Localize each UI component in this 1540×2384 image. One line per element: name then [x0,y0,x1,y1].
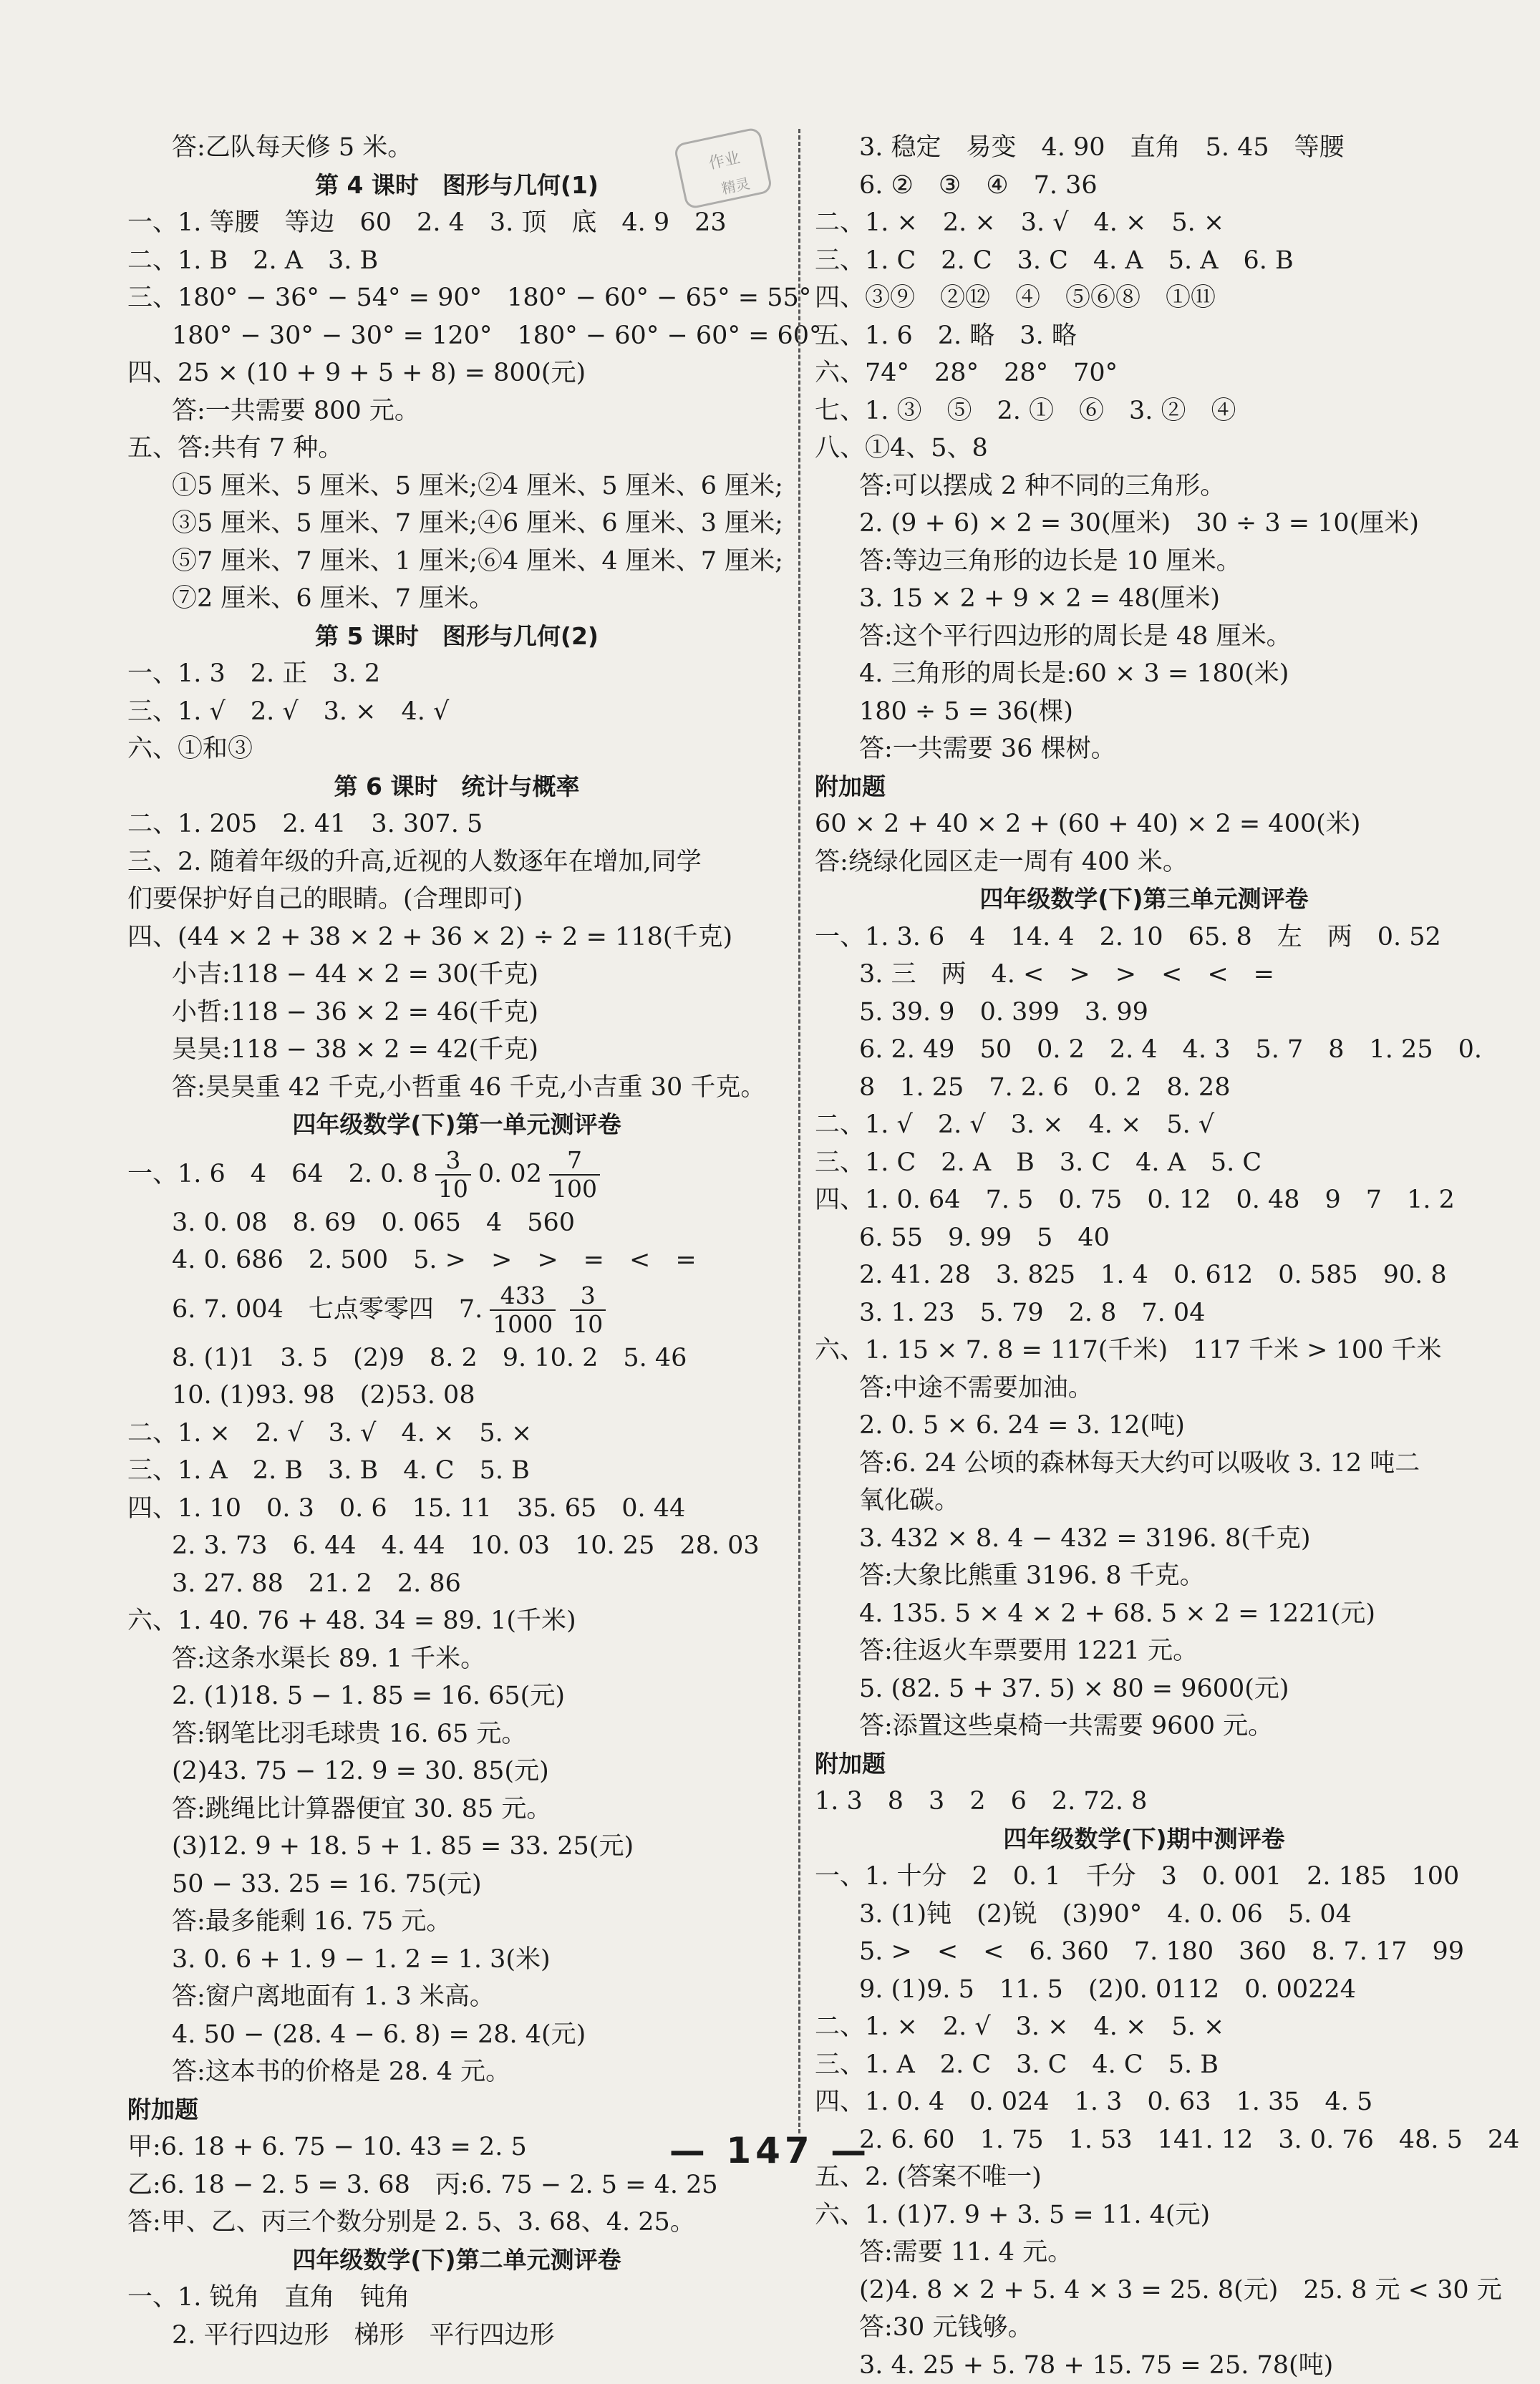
answer-line: 二、1. 205 2. 41 3. 307. 5 [127,805,786,843]
answer-line: 二、1. × 2. × 3. √ 4. × 5. × [815,204,1473,242]
answer-line: 六、74° 28° 28° 70° [815,354,1473,392]
answer-line: 答:需要 11. 4 元。 [815,2234,1473,2272]
answer-line: 六、1. 15 × 7. 8 = 117(千米) 117 千米 > 100 千米 [815,1332,1473,1370]
answer-line: 答:最多能剩 16. 75 元。 [127,1903,786,1941]
answer-line: 四、1. 10 0. 3 0. 6 15. 11 35. 65 0. 44 [127,1490,786,1528]
answer-line: 3. 27. 88 21. 2 2. 86 [127,1565,786,1603]
column-divider [798,129,800,2133]
answer-text: 一、1. 6 4 64 2. 0. 8 [127,1160,428,1188]
answer-line: 6. 55 9. 99 5 40 [815,1219,1473,1257]
fraction [570,1282,606,1338]
answer-line: 3. 0. 08 8. 69 0. 065 4 560 [127,1204,786,1242]
answer-line: (2)43. 75 − 12. 9 = 30. 85(元) [127,1753,786,1791]
answer-line: 一、1. 3. 6 4 14. 4 2. 10 65. 8 左 两 0. 52 [815,919,1473,956]
answer-line: 答:可以摆成 2 种不同的三角形。 [815,467,1473,505]
answer-line: 甲:6. 18 + 6. 75 − 10. 43 = 2. 5 [127,2128,786,2166]
section-heading: 四年级数学(下)期中测评卷 [815,1821,1473,1859]
answer-line: 答:钢笔比羽毛球贵 16. 65 元。 [127,1715,786,1753]
answer-line-with-fractions [127,1279,786,1339]
answer-line: 8 1. 25 7. 2. 6 0. 2 8. 28 [815,1069,1473,1107]
answer-line: ⑦2 厘米、6 厘米、7 厘米。 [127,580,786,618]
section-heading: 第 6 课时 统计与概率 [127,768,786,806]
answer-line: 三、1. C 2. A B 3. C 4. A 5. C [815,1144,1473,1182]
answer-line: 二、1. × 2. √ 3. √ 4. × 5. × [127,1415,786,1453]
answer-line: 六、1. 40. 76 + 48. 34 = 89. 1(千米) [127,1602,786,1640]
answer-line: 答:这本书的价格是 28. 4 元。 [127,2053,786,2091]
answer-line: 二、1. B 2. A 3. B [127,242,786,280]
answer-line: 七、1. ③ ⑤ 2. ① ⑥ 3. ② ④ [815,392,1473,430]
answer-line: 3. 432 × 8. 4 − 432 = 3196. 8(千克) [815,1520,1473,1558]
answer-line: 3. 0. 6 + 1. 9 − 1. 2 = 1. 3(米) [127,1941,786,1979]
answer-line: 答:一共需要 800 元。 [127,392,786,430]
answer-line: 2. 3. 73 6. 44 4. 44 10. 03 10. 25 28. 03 [127,1527,786,1565]
answer-line: 6. 2. 49 50 0. 2 2. 4 4. 3 5. 7 8 1. 25 0. [815,1031,1473,1069]
answer-line: 10. (1)93. 98 (2)53. 08 [127,1377,786,1415]
answer-line: 4. 135. 5 × 4 × 2 + 68. 5 × 2 = 1221(元) [815,1595,1473,1633]
answer-line: 答:30 元钱够。 [815,2309,1473,2347]
section-heading: 四年级数学(下)第一单元测评卷 [127,1106,786,1144]
fraction [490,1282,556,1338]
answer-line: 5. 39. 9 0. 399 3. 99 [815,994,1473,1032]
fraction-numerator: 433 [490,1282,556,1311]
answer-line: 2. 平行四边形 梯形 平行四边形 [127,2317,786,2355]
answer-line: 三、1. A 2. C 3. C 4. C 5. B [815,2046,1473,2084]
bonus-heading: 附加题 [815,1745,1473,1783]
answer-line: 9. (1)9. 5 11. 5 (2)0. 0112 0. 00224 [815,1971,1473,2009]
answer-line: ⑤7 厘米、7 厘米、1 厘米;⑥4 厘米、4 厘米、7 厘米; [127,543,786,581]
answer-line: 答:昊昊重 42 千克,小哲重 46 千克,小吉重 30 千克。 [127,1069,786,1107]
answer-line: 四、1. 0. 64 7. 5 0. 75 0. 12 0. 48 9 7 1. 2 [815,1181,1473,1219]
answer-line: 3. 1. 23 5. 79 2. 8 7. 04 [815,1294,1473,1332]
answer-line: (3)12. 9 + 18. 5 + 1. 85 = 33. 25(元) [127,1828,786,1866]
answer-line: 三、180° − 36° − 54° = 90° 180° − 60° − 65° = 55° [127,279,786,317]
answer-line: 四、③⑨ ②⑫ ④ ⑤⑥⑧ ①⑪ [815,279,1473,317]
answer-line: 2. (9 + 6) × 2 = 30(厘米) 30 ÷ 3 = 10(厘米) [815,505,1473,543]
page-number: — 147 — [0,2130,1540,2171]
answer-line: ①5 厘米、5 厘米、5 厘米;②4 厘米、5 厘米、6 厘米; [127,467,786,505]
answer-line: 答:这个平行四边形的周长是 48 厘米。 [815,618,1473,656]
answer-line: 三、2. 随着年级的升高,近视的人数逐年在增加,同学 [127,843,786,881]
answer-line: 5. (82. 5 + 37. 5) × 80 = 9600(元) [815,1670,1473,1708]
fraction-numerator: 3 [435,1147,471,1176]
fraction-denominator: 10 [570,1311,606,1338]
answer-line: 5. > < < 6. 360 7. 180 360 8. 7. 17 99 [815,1933,1473,1971]
answer-line: 8. (1)1 3. 5 (2)9 8. 2 9. 10. 2 5. 46 [127,1339,786,1377]
answer-line: 4. 0. 686 2. 500 5. > > > = < = [127,1241,786,1279]
answer-line: 2. 6. 60 1. 75 1. 53 141. 12 3. 0. 76 48. 5 24 [815,2121,1473,2159]
answer-line: 二、1. √ 2. √ 3. × 4. × 5. √ [815,1106,1473,1144]
answer-line: 180 ÷ 5 = 36(棵) [815,693,1473,731]
answer-line: 小哲:118 − 36 × 2 = 46(千克) [127,994,786,1032]
left-column [127,129,786,2354]
answer-line: 们要保护好自己的眼睛。(合理即可) [127,881,786,919]
answer-line: 五、答:共有 7 种。 [127,430,786,467]
answer-line: 三、1. A 2. B 3. B 4. C 5. B [127,1452,786,1490]
section-heading: 四年级数学(下)第二单元测评卷 [127,2242,786,2279]
fraction-numerator: 7 [549,1147,600,1176]
answer-line: 一、1. 3 2. 正 3. 2 [127,655,786,693]
answer-line: 答:大象比熊重 3196. 8 千克。 [815,1557,1473,1595]
answer-line: 答:跳绳比计算器便宜 30. 85 元。 [127,1791,786,1828]
answer-line: 3. (1)钝 (2)锐 (3)90° 4. 0. 06 5. 04 [815,1896,1473,1934]
answer-line: 一、1. 十分 2 0. 1 千分 3 0. 001 2. 185 100 [815,1858,1473,1896]
svg-text:作业: 作业 [707,149,742,173]
answer-line: 1. 3 8 3 2 6 2. 72. 8 [815,1783,1473,1821]
answer-line: (2)4. 8 × 2 + 5. 4 × 3 = 25. 8(元) 25. 8 元 < 30 元 [815,2272,1473,2310]
answer-line: ③5 厘米、5 厘米、7 厘米;④6 厘米、6 厘米、3 厘米; [127,505,786,543]
answer-line: 4. 50 − (28. 4 − 6. 8) = 28. 4(元) [127,2016,786,2054]
answer-line: 答:往返火车票要用 1221 元。 [815,1632,1473,1670]
answer-line: 八、①4、5、8 [815,430,1473,467]
answer-line: 3. 4. 25 + 5. 78 + 15. 75 = 25. 78(吨) [815,2347,1473,2384]
svg-text:精灵: 精灵 [720,175,752,198]
answer-line: 四、1. 0. 4 0. 024 1. 3 0. 63 1. 35 4. 5 [815,2083,1473,2121]
answer-line: 答:绕绿化园区走一周有 400 米。 [815,843,1473,881]
answer-line: 3. 15 × 2 + 9 × 2 = 48(厘米) [815,580,1473,618]
answer-line: 六、①和③ [127,730,786,768]
answer-line: 2. (1)18. 5 − 1. 85 = 16. 65(元) [127,1677,786,1715]
answer-line: 五、2. (答案不唯一) [815,2158,1473,2196]
answer-text: 6. 7. 004 七点零零四 7. [172,1295,483,1324]
answer-line-with-fractions [127,1144,786,1204]
homework-stamp-logo [666,122,780,215]
answer-line: 答:6. 24 公顷的森林每天大约可以吸收 3. 12 吨二 [815,1445,1473,1483]
answer-line: 180° − 30° − 30° = 120° 180° − 60° − 60° = 60° [127,317,786,355]
answer-line: 答:窗户离地面有 1. 3 米高。 [127,1978,786,2016]
answer-line: 答:这条水渠长 89. 1 千米。 [127,1640,786,1678]
answer-line: 六、1. (1)7. 9 + 3. 5 = 11. 4(元) [815,2196,1473,2234]
answer-line: 昊昊:118 − 38 × 2 = 42(千克) [127,1031,786,1069]
answer-line: 60 × 2 + 40 × 2 + (60 + 40) × 2 = 400(米) [815,805,1473,843]
answer-line: 二、1. × 2. √ 3. × 4. × 5. × [815,2008,1473,2046]
answer-line: 答:甲、乙、丙三个数分别是 2. 5、3. 68、4. 25。 [127,2204,786,2242]
answer-line: 三、1. C 2. C 3. C 4. A 5. A 6. B [815,242,1473,280]
answer-line: 答:一共需要 36 棵树。 [815,730,1473,768]
answer-line: 乙:6. 18 − 2. 5 = 3. 68 丙:6. 75 − 2. 5 = 4. 25 [127,2166,786,2204]
fraction-denominator: 1000 [490,1311,556,1338]
answer-line: 3. 稳定 易变 4. 90 直角 5. 45 等腰 [815,129,1473,167]
answer-line: 答:等边三角形的边长是 10 厘米。 [815,543,1473,581]
answer-line: 三、1. √ 2. √ 3. × 4. √ [127,693,786,731]
answer-line: 4. 三角形的周长是:60 × 3 = 180(米) [815,655,1473,693]
fraction-denominator: 10 [435,1176,471,1203]
fraction-denominator: 100 [549,1176,600,1203]
section-heading: 第 4 课时 图形与几何(1) [127,167,786,205]
answer-line: 6. ② ③ ④ 7. 36 [815,167,1473,205]
answer-line: 四、25 × (10 + 9 + 5 + 8) = 800(元) [127,354,786,392]
answer-line: 一、1. 锐角 直角 钝角 [127,2279,786,2317]
answer-line: 50 − 33. 25 = 16. 75(元) [127,1866,786,1904]
answer-line: 答:添置这些桌椅一共需要 9600 元。 [815,1707,1473,1745]
answer-line: 答:中途不需要加油。 [815,1370,1473,1407]
answer-line: 氧化碳。 [815,1482,1473,1520]
bonus-heading: 附加题 [127,2091,786,2129]
answer-line: 四、(44 × 2 + 38 × 2 + 36 × 2) ÷ 2 = 118(千克) [127,919,786,956]
right-column [815,129,1473,2384]
answer-line: 3. 三 两 4. < > > < < = [815,956,1473,994]
fraction [435,1147,471,1203]
section-heading: 第 5 课时 图形与几何(2) [127,618,786,656]
bonus-heading: 附加题 [815,768,1473,806]
answer-line: 答:乙队每天修 5 米。 [127,129,786,167]
answer-text: 0. 02 [478,1160,542,1188]
section-heading: 四年级数学(下)第三单元测评卷 [815,881,1473,919]
fraction-numerator: 3 [570,1282,606,1311]
answer-line: 2. 41. 28 3. 825 1. 4 0. 612 0. 585 90. 8 [815,1256,1473,1294]
answer-line: 一、1. 等腰 等边 60 2. 4 3. 顶 底 4. 9 23 [127,204,786,242]
answer-line: 2. 0. 5 × 6. 24 = 3. 12(吨) [815,1407,1473,1445]
fraction [549,1147,600,1203]
answer-line: 小吉:118 − 44 × 2 = 30(千克) [127,956,786,994]
answer-line: 五、1. 6 2. 略 3. 略 [815,317,1473,355]
